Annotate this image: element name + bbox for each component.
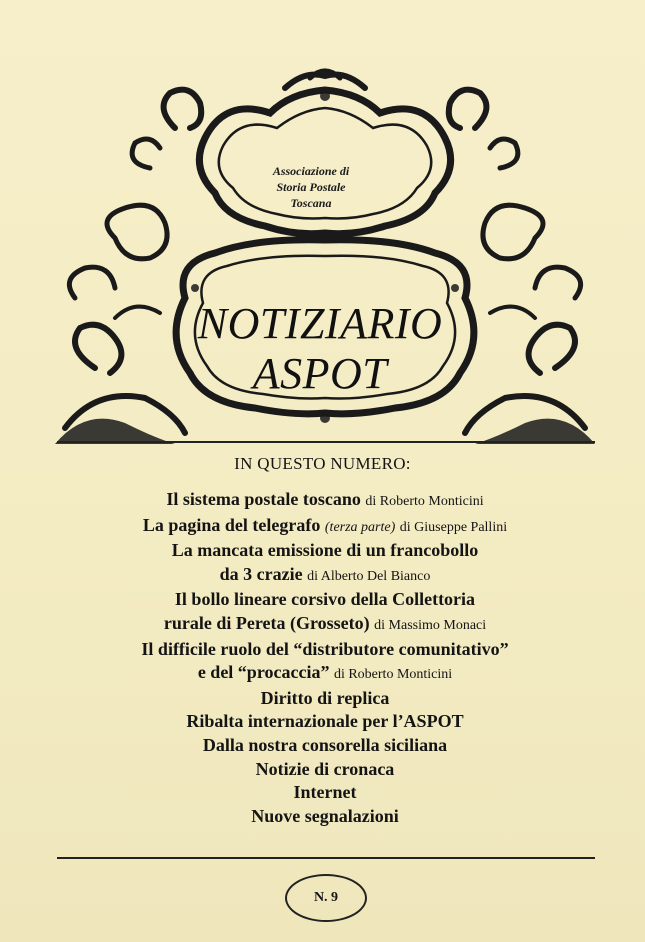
masthead-title-line-2: ASPOT xyxy=(252,349,388,398)
table-of-contents xyxy=(60,488,590,828)
contents-item-title: Notizie di cronaca xyxy=(255,758,395,779)
contents-item xyxy=(60,758,590,782)
contents-item-title: Dalla nostra consorella siciliana xyxy=(202,734,448,755)
association-line-1: Associazione di xyxy=(272,164,350,178)
association-name xyxy=(236,163,386,211)
contents-item-title: Il bollo lineare corsivo della Collettoria xyxy=(174,589,476,610)
contents-item xyxy=(60,563,590,589)
issue-number-badge xyxy=(285,874,367,922)
contents-item xyxy=(60,612,590,638)
association-line-2: Storia Postale xyxy=(276,180,346,194)
contents-item-title: da 3 crazie xyxy=(219,563,303,584)
contents-item xyxy=(60,661,590,687)
contents-item-note: (terza parte) xyxy=(324,519,396,535)
masthead-title-line-1: NOTIZIARIO xyxy=(197,299,443,348)
contents-item xyxy=(60,781,590,805)
contents-item xyxy=(60,514,590,540)
contents-item xyxy=(60,638,590,662)
contents-item-title: Il difficile ruolo del “distributore comunitativo” xyxy=(141,638,509,659)
contents-item xyxy=(60,734,590,758)
contents-item-author: di Giuseppe Pallini xyxy=(399,519,508,535)
contents-item-author: di Roberto Monticini xyxy=(365,494,484,509)
contents-item xyxy=(60,488,590,514)
contents-item-author: di Roberto Monticini xyxy=(333,667,453,683)
contents-item xyxy=(60,687,590,711)
association-line-3: Toscana xyxy=(290,196,332,210)
contents-item-title: Internet xyxy=(293,782,357,803)
contents-item-title: rurale di Pereta (Grosseto) xyxy=(163,612,370,633)
contents-item-title: Il sistema postale toscano xyxy=(166,489,361,509)
issue-number: N. 9 xyxy=(313,890,339,905)
contents-item-title: Diritto di replica xyxy=(260,687,390,708)
top-divider xyxy=(57,441,595,443)
contents-item xyxy=(60,805,590,829)
contents-item xyxy=(60,710,590,734)
contents-item-title: e del “procaccia” xyxy=(197,662,330,683)
contents-item xyxy=(60,588,590,612)
contents-item xyxy=(60,539,590,563)
bottom-divider xyxy=(57,857,595,859)
contents-heading: IN QUESTO NUMERO: xyxy=(234,454,411,473)
contents-item-title: Nuove segnalazioni xyxy=(251,805,399,826)
contents-item-author: di Massimo Monaci xyxy=(374,617,487,633)
contents-item-title: La mancata emissione di un francobollo xyxy=(171,540,479,561)
contents-item-title: La pagina del telegrafo xyxy=(142,514,321,535)
contents-item-author: di Alberto Del Bianco xyxy=(307,568,431,584)
contents-item-title: Ribalta internazionale per l’ASPOT xyxy=(186,711,464,732)
